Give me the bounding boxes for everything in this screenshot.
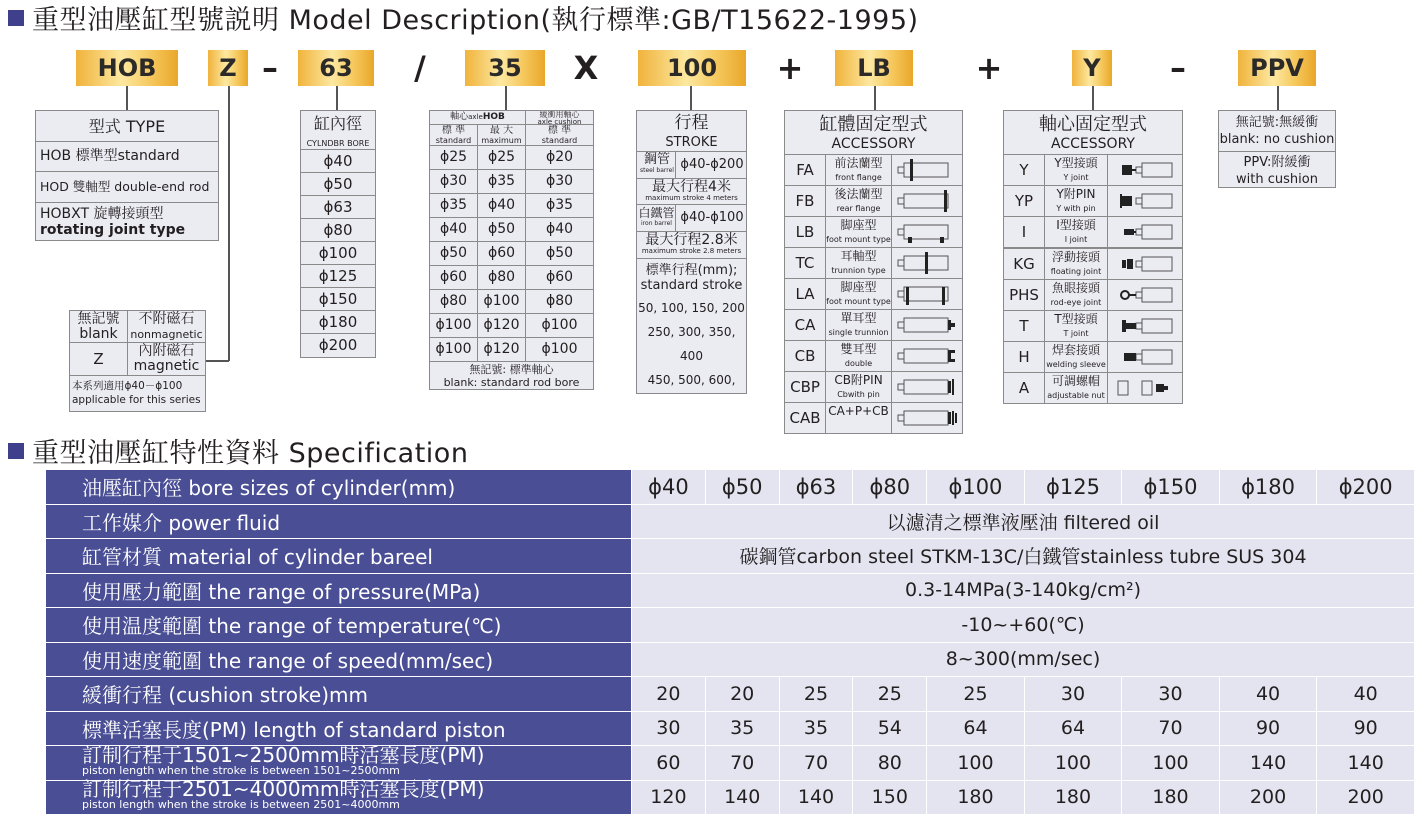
- spec-value: 200: [1219, 780, 1317, 815]
- magnet-z-code: Z: [69, 342, 128, 376]
- cushion-box: [1218, 110, 1336, 188]
- mount-desc-zh: 脚座型: [840, 218, 877, 232]
- cushion-none: 無記號:無緩衝 blank: no cushion: [1218, 110, 1336, 152]
- rod-end-desc-zh: T型接頭: [1054, 312, 1098, 326]
- mount-code: TC: [784, 247, 826, 279]
- rod-end-joint-icon: [1107, 310, 1183, 342]
- separator: +: [975, 49, 1003, 87]
- cylinder-mount-icon: [891, 216, 963, 248]
- rod-end-desc: [1044, 310, 1108, 342]
- rod-value: ϕ80: [525, 289, 594, 314]
- rod-value: ϕ120: [477, 313, 526, 338]
- rod-value: ϕ35: [477, 169, 526, 194]
- code-mount: LB: [835, 50, 913, 86]
- mount-desc-zh: 單耳型: [840, 311, 877, 325]
- mount-desc-zh: CA+P+CB: [828, 404, 889, 418]
- table-row: [46, 780, 1415, 815]
- rod-end-desc-zh: Y附PIN: [1056, 187, 1096, 202]
- mount-desc-en: double: [844, 359, 873, 368]
- rod-end-desc-en: rod-eye joint: [1050, 297, 1102, 307]
- spec-value: 140: [779, 780, 853, 815]
- separator: /: [414, 49, 426, 87]
- code-type: HOB: [76, 50, 178, 86]
- mount-desc-zh: CB附PIN: [834, 373, 883, 387]
- table-row: [46, 642, 1415, 677]
- spec-value: 20: [632, 677, 706, 712]
- table-row: [46, 470, 1415, 505]
- spec-value: 25: [779, 677, 853, 712]
- rod-end-desc-en: T joint: [1063, 329, 1089, 338]
- rod-value: ϕ35: [525, 193, 594, 218]
- mount-desc-zh: 前法蘭型: [834, 156, 883, 170]
- section1-title: 重型油壓缸型號説明 Model Description(執行標準:GB/T15622-1995): [8, 0, 919, 37]
- rod-end-joint-icon: [1107, 216, 1183, 248]
- mount-code: LB: [784, 216, 826, 248]
- stroke-steel: 鋼管 steel barrel ϕ40-ϕ200: [636, 151, 747, 179]
- mount-desc-zh: 耳軸型: [840, 249, 877, 263]
- spec-value: 以濾清之標準液壓油 filtered oil: [632, 504, 1415, 539]
- rod-value: ϕ120: [477, 337, 526, 362]
- mount-desc-zh: 雙耳型: [840, 342, 877, 356]
- rod-end-box: [1003, 110, 1183, 404]
- spec-value: 150: [853, 780, 927, 815]
- stroke-line: 250, 300, 350, 400: [647, 325, 736, 363]
- spec-value: 8~300(mm/sec): [632, 642, 1415, 677]
- rod-end-code: I: [1003, 216, 1045, 248]
- spec-value: 30: [632, 711, 706, 746]
- stroke-steel-max: 最大行程4米 maximum stroke 4 meters: [636, 178, 747, 205]
- rod-end-joint-icon: [1107, 185, 1183, 217]
- spec-value: 120: [632, 780, 706, 815]
- spec-value: 100: [1024, 746, 1122, 781]
- rod-end-joint-icon: [1107, 154, 1183, 186]
- spec-value: 200: [1317, 780, 1415, 815]
- connector-line: [874, 86, 876, 110]
- connector-line: [690, 86, 692, 110]
- spec-value: 0.3-14MPa(3-140kg/cm²): [632, 573, 1415, 608]
- rod-end-desc-zh: 浮動接頭: [1051, 249, 1100, 264]
- bore-box: [300, 110, 376, 363]
- rod-box: [429, 110, 594, 390]
- mount-desc-zh: 後法蘭型: [834, 187, 883, 201]
- mount-code: CA: [784, 309, 826, 341]
- rod-end-desc-zh: 焊套接頭: [1051, 343, 1100, 358]
- rod-end-desc-en: floating joint: [1050, 266, 1102, 276]
- section2-title: 重型油壓缸特性資料 Specification: [8, 431, 468, 470]
- separator: +: [776, 49, 804, 87]
- rod-end-code: KG: [1003, 248, 1045, 280]
- rod-end-code: H: [1003, 341, 1045, 373]
- mount-desc-en: rear flange: [836, 204, 881, 213]
- spec-label: 標準活塞長度(PM) length of standard piston: [46, 711, 632, 746]
- code-bore: 63: [298, 50, 374, 86]
- table-row: [46, 677, 1415, 712]
- separator: –: [262, 49, 278, 87]
- rod-end-desc: [1044, 341, 1108, 373]
- mount-desc: [825, 309, 892, 341]
- spec-value: 54: [853, 711, 927, 746]
- code-rod: 35: [465, 50, 545, 86]
- spec-label: 工作媒介 power fluid: [46, 504, 632, 539]
- spec-value: 碳鋼管carbon steel STKM-13C/白鐵管stainless tubre SUS 304: [632, 539, 1415, 574]
- spec-value: 90: [1219, 711, 1317, 746]
- stroke-box: [636, 110, 747, 394]
- rod-end-code: Y: [1003, 154, 1045, 186]
- separator: –: [1170, 49, 1186, 87]
- table-row: [46, 746, 1415, 781]
- code-magnet: Z: [208, 50, 248, 86]
- bore-value: ϕ200: [300, 333, 376, 358]
- rod-end-desc: [1044, 279, 1108, 311]
- bore-value: ϕ80: [300, 218, 376, 242]
- spec-value: 80: [853, 746, 927, 781]
- type-box-title: 型式 TYPE: [35, 110, 219, 142]
- square-bullet-icon: [8, 443, 24, 459]
- spec-value: -10~+60(℃): [632, 608, 1415, 643]
- type-row: HOB 標準型standard: [35, 141, 219, 172]
- spec-value: 30: [1024, 677, 1122, 712]
- rod-note: 無記號: 標準軸心 blank: standard rod bore: [429, 361, 594, 390]
- rod-end-code: YP: [1003, 185, 1045, 217]
- cylinder-mount-icon: [891, 371, 963, 403]
- spec-label: 油壓缸內徑 bore sizes of cylinder(mm): [46, 470, 632, 505]
- mount-desc-zh: 脚座型: [840, 280, 877, 294]
- mount-desc-en: trunnion type: [831, 266, 886, 275]
- cylinder-mount-icon: [891, 154, 963, 186]
- connector-line: [206, 360, 229, 362]
- bore-value: ϕ63: [300, 195, 376, 219]
- rod-end-desc-en: welding sleeve: [1046, 360, 1106, 370]
- magnet-box: [69, 310, 206, 412]
- spec-label: 訂制行程于1501~2500mm時活塞長度(PM) piston length when the stroke is between 1501~2500mm: [46, 746, 632, 781]
- stroke-line: 450, 500, 600,: [647, 373, 736, 387]
- table-row: [46, 608, 1415, 643]
- rod-value: ϕ60: [525, 265, 594, 290]
- mount-desc: [825, 340, 892, 372]
- rod-value: ϕ50: [477, 217, 526, 242]
- bore-value: ϕ50: [300, 172, 376, 196]
- magnet-blank-code: 無記號 blank: [69, 310, 128, 343]
- spec-value: 90: [1317, 711, 1415, 746]
- rod-end-desc: [1044, 248, 1108, 280]
- type-box: [35, 110, 219, 241]
- bore-header: ϕ180: [1219, 470, 1317, 505]
- rod-value: ϕ100: [525, 337, 594, 362]
- mount-code: FB: [784, 185, 826, 217]
- bore-value: ϕ150: [300, 287, 376, 311]
- mount-desc: [825, 402, 892, 434]
- type-row: HOD 雙軸型 double-end rod: [35, 171, 219, 203]
- code-rod-end: Y: [1072, 50, 1112, 86]
- rod-value: ϕ50: [429, 241, 478, 266]
- spec-value: 140: [1219, 746, 1317, 781]
- mount-desc: [825, 185, 892, 217]
- rod-value: ϕ100: [525, 313, 594, 338]
- rod-header-std: 標 準 standard: [429, 124, 478, 146]
- rod-value: ϕ40: [525, 217, 594, 242]
- rod-value: ϕ25: [429, 145, 478, 170]
- rod-end-desc: [1044, 154, 1108, 186]
- spec-value: 25: [853, 677, 927, 712]
- table-row: [46, 711, 1415, 746]
- mount-desc-en: foot mount type: [826, 297, 891, 306]
- mount-desc: [825, 216, 892, 248]
- mount-code: FA: [784, 154, 826, 186]
- mount-desc-en: foot mount type: [826, 235, 891, 244]
- cylinder-mount-icon: [891, 247, 963, 279]
- bore-value: ϕ100: [300, 241, 376, 265]
- spec-value: 64: [1024, 711, 1122, 746]
- mount-code: CBP: [784, 371, 826, 403]
- spec-value: 100: [927, 746, 1025, 781]
- table-row: [46, 573, 1415, 608]
- bore-value: ϕ40: [300, 149, 376, 173]
- spec-value: 70: [705, 746, 779, 781]
- stroke-iron-max: 最大行程2.8米 maximum stroke 2.8 meters: [636, 231, 747, 259]
- separator: X: [573, 49, 599, 87]
- spec-value: 180: [1024, 780, 1122, 815]
- mount-desc-en: single trunnion: [828, 328, 889, 337]
- spec-value: 40: [1317, 677, 1415, 712]
- rod-header-cstd: 標 準 standard: [525, 124, 594, 146]
- spec-value: 180: [1122, 780, 1220, 815]
- rod-end-desc-zh: 魚眼接頭: [1051, 280, 1100, 295]
- spec-value: 35: [705, 711, 779, 746]
- rod-value: ϕ20: [525, 145, 594, 170]
- bore-value: ϕ180: [300, 310, 376, 334]
- rod-value: ϕ80: [477, 265, 526, 290]
- rod-end-code: T: [1003, 310, 1045, 342]
- rod-end-desc-en: Y joint: [1063, 173, 1089, 182]
- spec-value: 60: [632, 746, 706, 781]
- bore-header: ϕ80: [853, 470, 927, 505]
- bore-header: ϕ40: [632, 470, 706, 505]
- rod-header-cushion: 緩衝用軸心 axle cushion: [525, 110, 594, 125]
- connector-line: [336, 86, 338, 110]
- connector-line: [1092, 86, 1094, 110]
- rod-end-joint-icon: [1107, 372, 1183, 404]
- cylinder-mount-icon: [891, 309, 963, 341]
- rod-value: ϕ35: [429, 193, 478, 218]
- spec-label: 訂制行程于2501~4000mm時活塞長度(PM) piston length when the stroke is between 2501~4000mm: [46, 780, 632, 815]
- spec-value: 64: [927, 711, 1025, 746]
- rod-value: ϕ40: [429, 217, 478, 242]
- rod-end-desc: [1044, 185, 1108, 217]
- table-row: [46, 504, 1415, 539]
- spec-value: 140: [1317, 746, 1415, 781]
- cylinder-mount-icon: [891, 278, 963, 310]
- mount-code: LA: [784, 278, 826, 310]
- mount-box: [784, 110, 963, 435]
- type-row: HOBXT 旋轉接頭型 rotating joint type: [35, 202, 219, 241]
- stroke-iron: 白鐵管 iron barrel ϕ40-ϕ100: [636, 204, 747, 232]
- spec-label: 使用壓力範圍 the range of pressure(MPa): [46, 573, 632, 608]
- spec-value: 25: [927, 677, 1025, 712]
- bore-value: ϕ125: [300, 264, 376, 288]
- mount-desc: [825, 247, 892, 279]
- spec-value: 30: [1122, 677, 1220, 712]
- connector-line: [1277, 86, 1279, 110]
- rod-value: ϕ60: [477, 241, 526, 266]
- mount-desc: [825, 278, 892, 310]
- spec-label: 使用速度範圍 the range of speed(mm/sec): [46, 642, 632, 677]
- mount-desc-en: front flange: [835, 173, 882, 182]
- connector-line: [126, 86, 128, 110]
- spec-label: 使用温度範圍 the range of temperature(℃): [46, 608, 632, 643]
- spec-value: 40: [1219, 677, 1317, 712]
- rod-value: ϕ50: [525, 241, 594, 266]
- bore-header: ϕ150: [1122, 470, 1220, 505]
- rod-header-hob: 軸心axleHOB: [429, 110, 526, 125]
- mount-desc-en: Cbwith pin: [837, 390, 880, 399]
- bore-header: ϕ125: [1024, 470, 1122, 505]
- rod-value: ϕ40: [477, 193, 526, 218]
- rod-value: ϕ100: [429, 313, 478, 338]
- bore-header: ϕ100: [927, 470, 1025, 505]
- rod-end-desc: [1044, 372, 1108, 404]
- magnet-note: 本系列適用ϕ40－ϕ100 applicable for this series: [69, 375, 206, 412]
- rod-end-desc-zh: 可調螺帽: [1051, 374, 1100, 389]
- rod-value: ϕ30: [429, 169, 478, 194]
- mount-desc: [825, 154, 892, 186]
- connector-line: [505, 86, 507, 110]
- rod-end-desc-en: adjustable nut: [1047, 391, 1105, 401]
- rod-end-joint-icon: [1107, 279, 1183, 311]
- table-row: [46, 539, 1415, 574]
- rod-header-max: 最 大 maximum: [477, 124, 526, 146]
- rod-value: ϕ100: [477, 289, 526, 314]
- rod-value: ϕ25: [477, 145, 526, 170]
- stroke-title: 行程 STROKE: [636, 110, 747, 152]
- bore-header: ϕ50: [705, 470, 779, 505]
- rod-end-desc-en: Y with pin: [1056, 204, 1096, 214]
- rod-value: ϕ100: [429, 337, 478, 362]
- cushion-ppv: PPV:附緩衝 with cushion: [1218, 151, 1336, 188]
- magnet-blank-desc: 不附磁石 nonmagnetic: [127, 310, 206, 343]
- bore-title: 缸內徑 CYLNDBR BORE: [300, 110, 376, 150]
- code-stroke: 100: [638, 50, 746, 86]
- magnet-z-desc: 內附磁石 magnetic: [127, 342, 206, 376]
- cylinder-mount-icon: [891, 185, 963, 217]
- square-bullet-icon: [8, 10, 24, 26]
- spec-value: 20: [705, 677, 779, 712]
- bore-header: ϕ200: [1317, 470, 1415, 505]
- rod-end-joint-icon: [1107, 248, 1183, 280]
- rod-end-desc-zh: I型接頭: [1056, 218, 1096, 233]
- spec-table: [45, 469, 1415, 815]
- mount-title: 缸體固定型式 ACCESSORY: [784, 110, 963, 155]
- stroke-line: 50, 100, 150, 200: [638, 301, 745, 315]
- rod-end-desc-zh: Y型接頭: [1054, 156, 1098, 170]
- spec-value: 70: [1122, 711, 1220, 746]
- rod-end-title: 軸心固定型式 ACCESSORY: [1003, 110, 1183, 155]
- rod-value: ϕ80: [429, 289, 478, 314]
- spec-value: 100: [1122, 746, 1220, 781]
- rod-value: ϕ30: [525, 169, 594, 194]
- spec-label: 缸管材質 material of cylinder bareel: [46, 539, 632, 574]
- connector-line: [228, 86, 230, 361]
- stroke-standard: 標準行程(mm); standard stroke 50, 100, 150, 200 250, 300, 350, 400 450, 500, 600,: [636, 258, 747, 394]
- spec-label: 緩衝行程 (cushion stroke)mm: [46, 677, 632, 712]
- cylinder-mount-icon: [891, 340, 963, 372]
- rod-value: ϕ60: [429, 265, 478, 290]
- rod-end-code: A: [1003, 372, 1045, 404]
- mount-code: CB: [784, 340, 826, 372]
- spec-value: 35: [779, 711, 853, 746]
- rod-end-code: PHS: [1003, 279, 1045, 311]
- bore-header: ϕ63: [779, 470, 853, 505]
- spec-value: 70: [779, 746, 853, 781]
- rod-end-joint-icon: [1107, 341, 1183, 373]
- code-cushion: PPV: [1238, 50, 1316, 86]
- rod-end-desc: [1044, 216, 1108, 248]
- mount-desc: [825, 371, 892, 403]
- rod-end-desc-en: I joint: [1064, 235, 1088, 245]
- spec-value: 180: [927, 780, 1025, 815]
- mount-code: CAB: [784, 402, 826, 434]
- spec-value: 140: [705, 780, 779, 815]
- cylinder-mount-icon: [891, 402, 963, 434]
